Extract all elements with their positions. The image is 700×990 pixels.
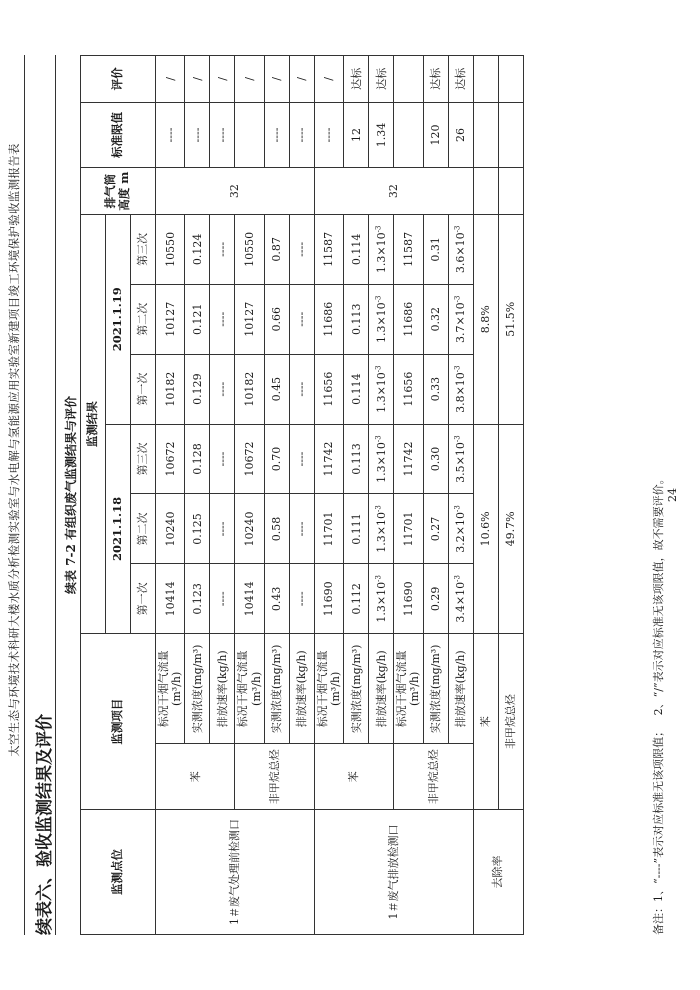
header-point: 监测点位 [81,810,156,935]
value-cell: 10240 [235,494,264,564]
value-cell: 0.87 [264,214,289,284]
header-date-1: 2021.1.18 [106,424,131,634]
item-cell: 标况干烟气流量 (m³/h) [394,634,423,744]
value-cell: ---- [210,424,235,494]
eval-cell: 达标 [344,56,369,103]
value-cell: $3.8\times 10^{-3}$ [448,354,473,424]
value-cell: $3.5\times 10^{-3}$ [448,424,473,494]
value-cell: $1.3\times 10^{-3}$ [369,354,394,424]
stack-height: 32 [156,168,315,215]
point-outlet: 1＃废气排放检测口 [314,810,473,935]
pollutant-nmhc: 非甲烷总烃 [235,744,314,810]
table-row [314,56,343,935]
header-result: 监测结果 [81,214,106,633]
value-cell: $3.2\times 10^{-3}$ [448,494,473,564]
eval-cell: / [264,56,289,103]
value-cell: $1.3\times 10^{-3}$ [369,214,394,284]
empty-cell [498,168,523,215]
value-cell: ---- [289,354,314,424]
value-cell: 10550 [156,214,185,284]
value-cell: 0.45 [264,354,289,424]
value-cell: 10182 [156,354,185,424]
table-notes [650,55,666,935]
value-cell: 0.31 [423,214,448,284]
emission-monitoring-table [80,55,524,935]
limit-cell: 1.34 [369,102,394,168]
value-cell: 11690 [394,564,423,634]
value-cell: 0.111 [344,494,369,564]
limit-cell: ---- [314,102,343,168]
value-cell: 11701 [314,494,343,564]
value-cell: 0.33 [423,354,448,424]
value-cell: 0.27 [423,494,448,564]
value-cell: 11587 [314,214,343,284]
empty-cell [498,102,523,168]
value-cell: 11686 [394,284,423,354]
note-2: 2、“/”表示对应标准无该项限值，故不需要评价。 [652,473,665,716]
removal-value: 10.6% [473,424,498,634]
section-divider [55,55,56,935]
value-cell: 0.113 [344,284,369,354]
value-cell: 0.114 [344,354,369,424]
value-cell: 0.113 [344,424,369,494]
value-cell: 0.124 [185,214,210,284]
pollutant-benzene: 苯 [314,744,393,810]
eval-cell: / [314,56,343,103]
header-divider [24,55,25,935]
item-cell: 排放速率(kg/h) [210,634,235,744]
value-cell: $1.3\times 10^{-3}$ [369,284,394,354]
value-cell: 10672 [235,424,264,494]
header-time-1: 第一次 [131,564,156,634]
limit-cell: 26 [448,102,473,168]
value-cell: 0.112 [344,564,369,634]
empty-cell [473,168,498,215]
eval-cell: / [210,56,235,103]
value-cell: ---- [210,354,235,424]
limit-cell: 120 [423,102,448,168]
eval-cell: / [185,56,210,103]
eval-cell: 达标 [369,56,394,103]
value-cell: 10240 [156,494,185,564]
value-cell: ---- [289,424,314,494]
item-cell: 实测浓度(mg/m³) [344,634,369,744]
point-inlet: 1＃废气处理前检测口 [156,810,315,935]
table-row [498,56,523,935]
empty-cell [473,56,498,103]
value-cell: 0.114 [344,214,369,284]
limit-cell: ---- [289,102,314,168]
eval-cell: / [235,56,264,103]
value-cell: ---- [210,564,235,634]
header-time-1: 第一次 [131,354,156,424]
header-time-3: 第三次 [131,214,156,284]
value-cell: $3.7\times 10^{-3}$ [448,284,473,354]
pollutant-nmhc: 非甲烷总烃 [394,744,473,810]
eval-cell: 达标 [423,56,448,103]
value-cell: 10182 [235,354,264,424]
value-cell: ---- [289,214,314,284]
value-cell: $3.6\times 10^{-3}$ [448,214,473,284]
item-cell: 排放速率(kg/h) [448,634,473,744]
item-cell: 标况干烟气流量 (m³/h) [235,634,264,744]
value-cell: 11587 [394,214,423,284]
table-caption: 续表 7-2 有组织废气监测结果与评价 [64,395,78,595]
eval-cell: / [289,56,314,103]
eval-cell: / [156,56,185,103]
value-cell: ---- [210,284,235,354]
value-cell: 11701 [394,494,423,564]
item-cell: 标况干烟气流量 (m³/h) [314,634,343,744]
item-cell: 实测浓度(mg/m³) [264,634,289,744]
value-cell: 0.121 [185,284,210,354]
value-cell: ---- [289,494,314,564]
removal-rate-label: 去除率 [473,810,523,935]
value-cell: ---- [210,214,235,284]
value-cell: 0.128 [185,424,210,494]
value-cell: 11742 [394,424,423,494]
value-cell: 0.70 [264,424,289,494]
value-cell: ---- [289,284,314,354]
limit-cell: 12 [344,102,369,168]
value-cell: 10127 [156,284,185,354]
value-cell: 10414 [235,564,264,634]
item-cell: 实测浓度(mg/m³) [423,634,448,744]
item-cell: 排放速率(kg/h) [289,634,314,744]
value-cell: 11656 [314,354,343,424]
header-limit: 标准限值 [81,102,156,168]
table-row [473,56,498,935]
value-cell: 10414 [156,564,185,634]
removal-nmhc: 非甲烷总烃 [498,634,523,810]
value-cell: 11656 [394,354,423,424]
value-cell: $1.3\times 10^{-3}$ [369,564,394,634]
section-title: 续表六、验收监测结果及评价 [35,714,55,935]
value-cell: 10672 [156,424,185,494]
removal-value: 49.7% [498,424,523,634]
empty-cell [498,56,523,103]
value-cell: 10127 [235,284,264,354]
removal-value: 8.8% [473,214,498,424]
value-cell: 11690 [314,564,343,634]
value-cell: 0.30 [423,424,448,494]
limit-cell [394,102,423,168]
value-cell: $1.3\times 10^{-3}$ [369,424,394,494]
empty-cell [473,102,498,168]
limit-cell [235,102,264,168]
value-cell: 0.125 [185,494,210,564]
stack-height: 32 [314,168,473,215]
value-cell: 0.129 [185,354,210,424]
note-1: 备注：1、“----”表示对应标准无该项限值； [652,725,665,935]
removal-benzene: 苯 [473,634,498,810]
header-time-3: 第三次 [131,424,156,494]
limit-cell: ---- [210,102,235,168]
item-cell: 标况干烟气流量 (m³/h) [156,634,185,744]
limit-cell: ---- [185,102,210,168]
value-cell: 0.43 [264,564,289,634]
header-date-2: 2021.1.19 [106,214,131,424]
value-cell: ---- [210,494,235,564]
limit-cell: ---- [156,102,185,168]
value-cell: 0.123 [185,564,210,634]
header-time-2: 第二次 [131,284,156,354]
eval-cell [394,56,423,103]
table-row [156,56,185,935]
value-cell: $3.4\times 10^{-3}$ [448,564,473,634]
value-cell: 10550 [235,214,264,284]
item-cell: 实测浓度(mg/m³) [185,634,210,744]
pollutant-benzene: 苯 [156,744,235,810]
value-cell: 11686 [314,284,343,354]
value-cell: 11742 [314,424,343,494]
eval-cell: 达标 [448,56,473,103]
value-cell: 0.58 [264,494,289,564]
removal-value: 51.5% [498,214,523,424]
value-cell: 0.66 [264,284,289,354]
page-number: 24 [666,488,679,502]
header-eval: 评价 [81,56,156,103]
value-cell: 0.29 [423,564,448,634]
report-header: 太空生态与环境技术科研大楼水质分析检测实验室与水电解与氢能源应用实验室新建项目竣工环境保护验收监测报告表 [7,143,21,757]
value-cell: 0.32 [423,284,448,354]
value-cell: $1.3\times 10^{-3}$ [369,494,394,564]
limit-cell: ---- [264,102,289,168]
header-height: 排气筒高度 m [81,168,156,215]
header-item: 监测项目 [81,634,156,810]
header-time-2: 第二次 [131,494,156,564]
value-cell: ---- [289,564,314,634]
item-cell: 排放速率(kg/h) [369,634,394,744]
